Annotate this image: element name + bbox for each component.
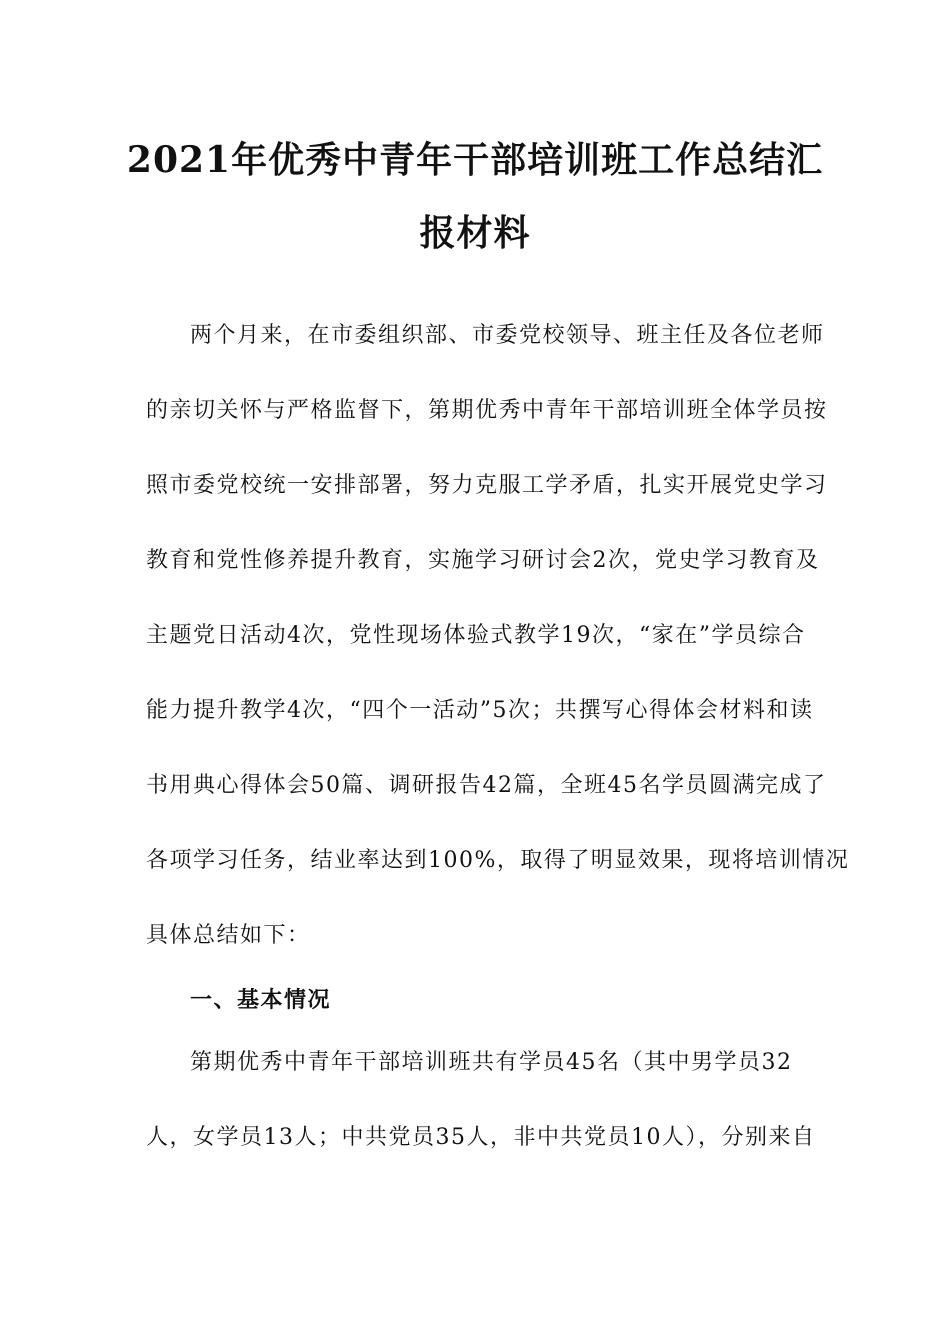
paragraph-2-line-1: 第期优秀中青年干部培训班共有学员45名（其中男学员32 <box>190 1050 793 1075</box>
document-title-line-2: 报材料 <box>419 212 531 254</box>
paragraph-1-line-9: 具体总结如下： <box>146 923 311 948</box>
paragraph-1-line-8: 各项学习任务，结业率达到100%，取得了明显效果，现将培训情况 <box>146 848 850 873</box>
paragraph-1-line-6: 能力提升教学4次，“四个一活动”5次；共撰写心得体会材料和读 <box>146 698 814 723</box>
paragraph-1-line-3: 照市委党校统一安排部署，努力克服工学矛盾，扎实开展党史学习 <box>146 473 828 498</box>
paragraph-1-line-5: 主题党日活动4次，党性现场体验式教学19次，“家在”学员综合 <box>146 623 806 648</box>
document-title-line-1: 2021年优秀中青年干部培训班工作总结汇 <box>126 139 824 181</box>
paragraph-1-line-7: 书用典心得体会50篇、调研报告42篇，全班45名学员圆满完成了 <box>146 773 827 798</box>
paragraph-1-line-1: 两个月来，在市委组织部、市委党校领导、班主任及各位老师 <box>190 323 825 348</box>
paragraph-2-line-2: 人，女学员13人；中共党员35人，非中共党员10人），分别来自 <box>146 1125 816 1150</box>
section-heading-basic-situation: 一、基本情况 <box>190 987 332 1013</box>
paragraph-1-line-2: 的亲切关怀与严格监督下，第期优秀中青年干部培训班全体学员按 <box>146 398 828 423</box>
paragraph-1-line-4: 教育和党性修养提升教育，实施学习研讨会2次，党史学习教育及 <box>146 548 820 573</box>
